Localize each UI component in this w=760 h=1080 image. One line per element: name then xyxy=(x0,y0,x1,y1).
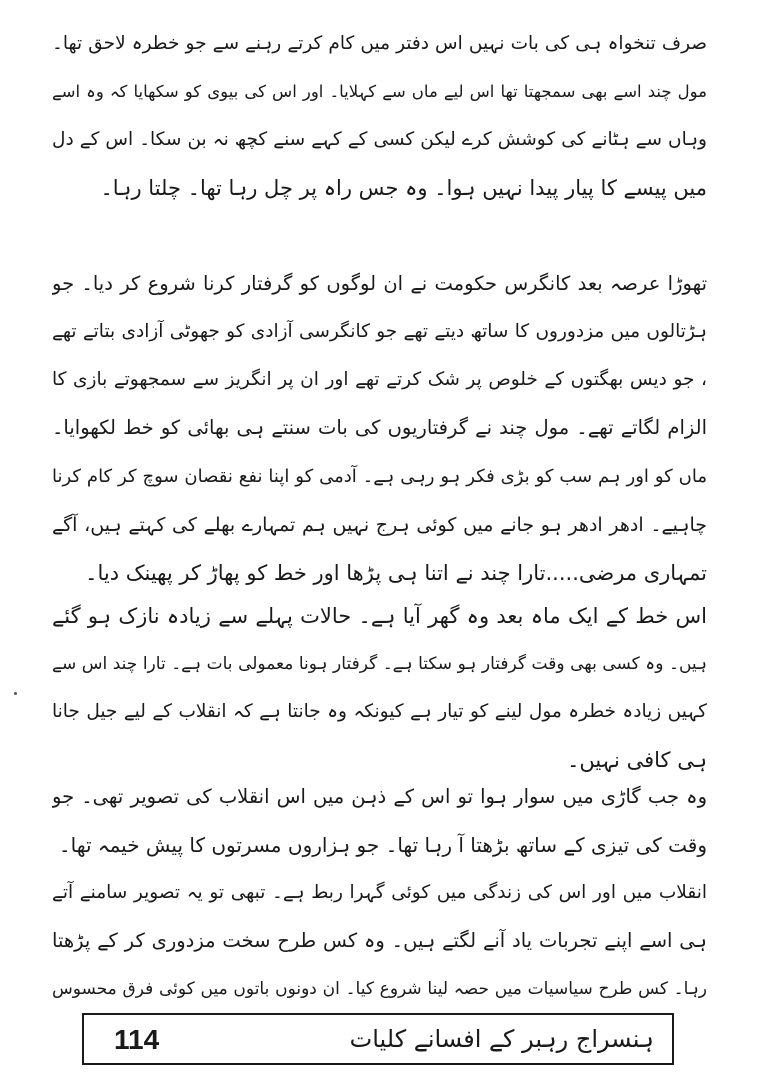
paragraph-1 xyxy=(52,20,707,212)
text-line: ، جو دیس بھگتوں کے خلوص پر شک کرتے تھے اور ان پر انگریز سے سمجھوتے بازی کا xyxy=(52,369,707,390)
text-line: ہی اسے اپنے تجربات یاد آنے لگتے ہیں۔ وہ کس طرح سخت مزدوری کر کے پڑھتا xyxy=(52,929,707,952)
text-line: ہیں۔ وہ کسی بھی وقت گرفتار ہو سکتا ہے۔ گرفتار ہونا معمولی بات ہے۔ تارا چند اس سے xyxy=(52,654,707,674)
text-line: اس خط کے ایک ماہ بعد وہ گھر آیا ہے۔ حالات پہلے سے زیادہ نازک ہو گئے xyxy=(52,604,707,628)
paragraph-3 xyxy=(52,453,707,597)
text-line: ماں کو اور ہم سب کو بڑی فکر ہو رہی ہے۔ آدمی کو اپنا نفع نقصان سوچ کر کام کرنا xyxy=(52,466,707,487)
text-line: ہی کافی نہیں۔ xyxy=(567,748,707,772)
paragraph-4 xyxy=(52,592,707,784)
text-line: الزام لگاتے تھے۔ مول چند نے گرفتاریوں کی بات سنتے ہی بھائی کو خط لکھوایا۔ xyxy=(52,416,707,439)
paragraph-5 xyxy=(52,773,707,1013)
text-line: رہا۔ کس طرح سیاسیات میں حصہ لینا شروع کیا۔ ان دونوں باتوں میں کوئی فرق محسوس xyxy=(52,979,707,999)
text-line: تھوڑا عرصہ بعد کانگرس حکومت نے ان لوگوں کو گرفتار کرنا شروع کر دیا۔ جو xyxy=(52,272,707,295)
text-line: مول چند اسے بھی سمجھتا تھا اس لیے ماں سے کہلایا۔ اور اس کی بیوی کو سکھایا کہ وہ اسے xyxy=(52,82,707,101)
page-number: 114 xyxy=(114,1024,160,1055)
text-line: وہاں سے ہٹانے کی کوشش کرے لیکن کسی کے کہے سنے کچھ نہ بن سکا۔ اس کے دل xyxy=(52,129,707,150)
text-line: کہیں زیادہ خطرہ مول لینے کو تیار ہے کیونکہ وہ جانتا ہے کہ انقلاب کے لیے جیل جانا xyxy=(52,701,707,722)
text-line: صرف تنخواہ ہی کی بات نہیں اس دفتر میں کام کرتے رہنے سے جو خطرہ لاحق تھا۔ xyxy=(52,33,707,54)
book-title: ہنسراج رہبر کے افسانے کلیات xyxy=(349,1025,654,1053)
text-line: ہڑتالوں میں مزدوروں کا ساتھ دیتے تھے جو کانگرسی آزادی کو جھوٹی آزادی بتاتے تھے xyxy=(52,321,707,342)
text-line: انقلاب میں اور اس کی زندگی میں کوئی گہرا ربط ہے۔ تبھی تو یہ تصویر سامنے آتے xyxy=(52,882,707,903)
text-line: میں پیسے کا پیار پیدا نہیں ہوا۔ وہ جس راہ پر چل رہا تھا۔ چلتا رہا۔ xyxy=(100,176,707,200)
text-line: وہ جب گاڑی میں سوار ہوا تو اس کے ذہن میں اس انقلاب کی تصویر تھی۔ جو xyxy=(52,785,707,808)
text-line: تمہاری مرضی.....تارا چند نے اتنا ہی پڑھا اور خط کو پھاڑ کر پھینک دیا۔ xyxy=(85,561,707,585)
text-line: چاہیے۔ ادھر ادھر ہو جانے میں کوئی ہرج نہیں ہم تمہارے بھلے کی کہتے ہیں، آگے xyxy=(52,514,707,536)
text-line: وقت کی تیزی کے ساتھ بڑھتا آ رہا تھا۔ جو ہزاروں مسرتوں کا پیش خیمہ تھا۔ xyxy=(58,833,707,857)
scan-speck xyxy=(14,692,17,695)
paragraph-2 xyxy=(52,260,707,452)
page-footer xyxy=(82,1013,674,1065)
